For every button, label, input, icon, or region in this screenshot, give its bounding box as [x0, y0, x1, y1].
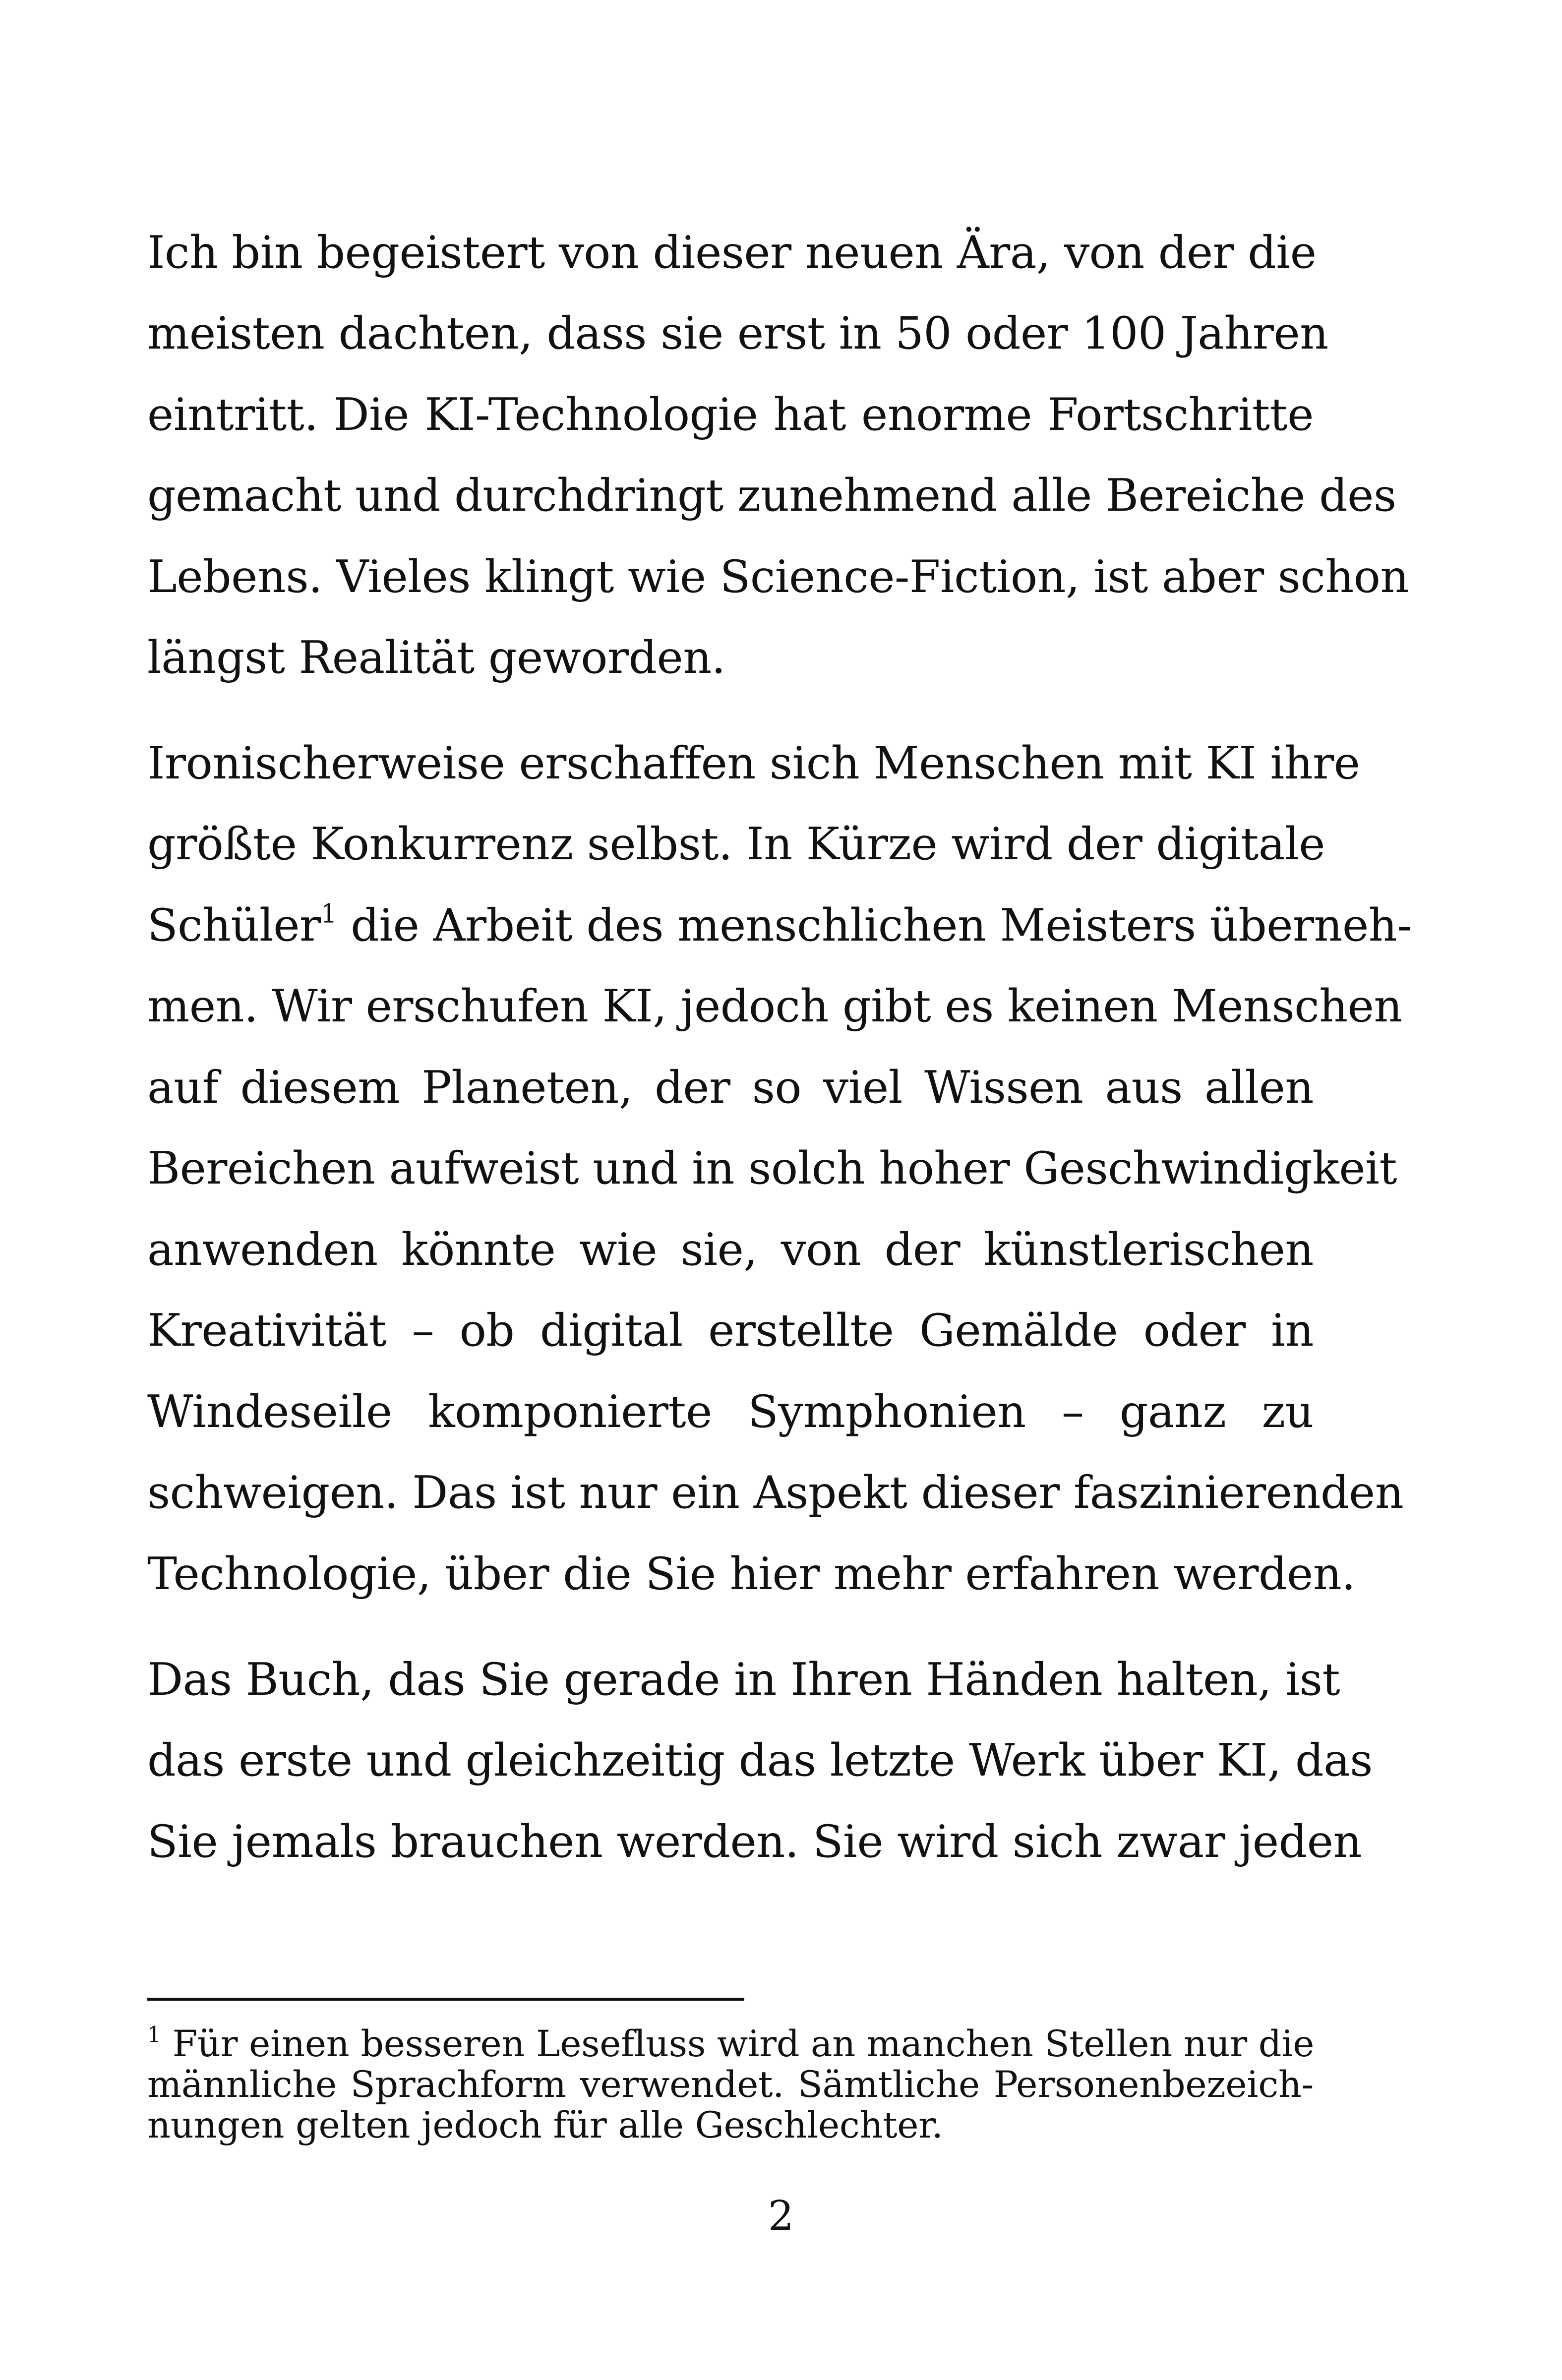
paragraph-2-line-2: größte Konkurrenz selbst. In Kürze wird der digitale	[147, 818, 1325, 870]
footnote-line-2: männliche Sprachform verwendet. Sämtliche Personenbezeich-	[147, 2064, 1314, 2106]
paragraph-1-line-6: längst Realität geworden.	[147, 632, 725, 684]
paragraph-1-line-4: gemacht und durchdringt zunehmend alle Bereiche des	[147, 470, 1396, 522]
paragraph-2-line-3	[147, 891, 1412, 960]
footnote-line-3: nungen gelten jedoch für alle Geschlechter.	[147, 2104, 943, 2146]
footnote-reference: 1	[320, 899, 337, 929]
paragraph-2-line-8: Kreativität – ob digital erstellte Gemälde oder in	[147, 1305, 1314, 1357]
paragraph-1-line-1: Ich bin begeistert von dieser neuen Ära, von der die	[147, 227, 1317, 279]
paragraph-2-line-3-start: Schüler	[147, 899, 321, 952]
paragraph-1-line-2: meisten dachten, dass sie erst in 50 oder 100 Jahren	[147, 307, 1328, 359]
paragraph-2-line-1: Ironischerweise erschaffen sich Menschen mit KI ihre	[147, 737, 1360, 789]
footnote-line-1-text: Für einen besseren Lesefluss wird an manchen Stellen nur die	[161, 2023, 1315, 2065]
paragraph-2-line-6: Bereichen aufweist und in solch hoher Geschwindigkeit	[147, 1142, 1397, 1194]
paragraph-2-line-7: anwenden könnte wie sie, von der künstlerischen	[147, 1224, 1314, 1276]
footnote-separator	[147, 1998, 744, 2001]
paragraph-1-line-5: Lebens. Vieles klingt wie Science-Fiction, ist aber schon	[147, 551, 1409, 603]
paragraph-2-line-9: Windeseile komponierte Symphonien – ganz zu	[147, 1386, 1314, 1438]
paragraph-2-line-11: Technologie, über die Sie hier mehr erfahren werden.	[147, 1548, 1356, 1600]
page-number: 2	[768, 2193, 794, 2240]
paragraph-3-line-1: Das Buch, das Sie gerade in Ihren Händen halten, ist	[147, 1654, 1340, 1706]
paragraph-2-line-10: schweigen. Das ist nur ein Aspekt dieser faszinierenden	[147, 1467, 1404, 1519]
footnote-marker: 1	[147, 2022, 161, 2048]
paragraph-3-line-2: das erste und gleichzeitig das letzte Werk über KI, das	[147, 1734, 1373, 1786]
paragraph-3-line-3: Sie jemals brauchen werden. Sie wird sich zwar jeden	[147, 1816, 1362, 1868]
footnote-line-1	[147, 2022, 1314, 2067]
paragraph-1-line-3: eintritt. Die KI-Technologie hat enorme Fortschritte	[147, 389, 1314, 441]
paragraph-2-line-5: auf diesem Planeten, der so viel Wissen aus allen	[147, 1062, 1314, 1114]
paragraph-2-line-3-end: die Arbeit des menschlichen Meisters überneh-	[337, 899, 1412, 952]
paragraph-2-line-4: men. Wir erschufen KI, jedoch gibt es keinen Menschen	[147, 980, 1402, 1032]
